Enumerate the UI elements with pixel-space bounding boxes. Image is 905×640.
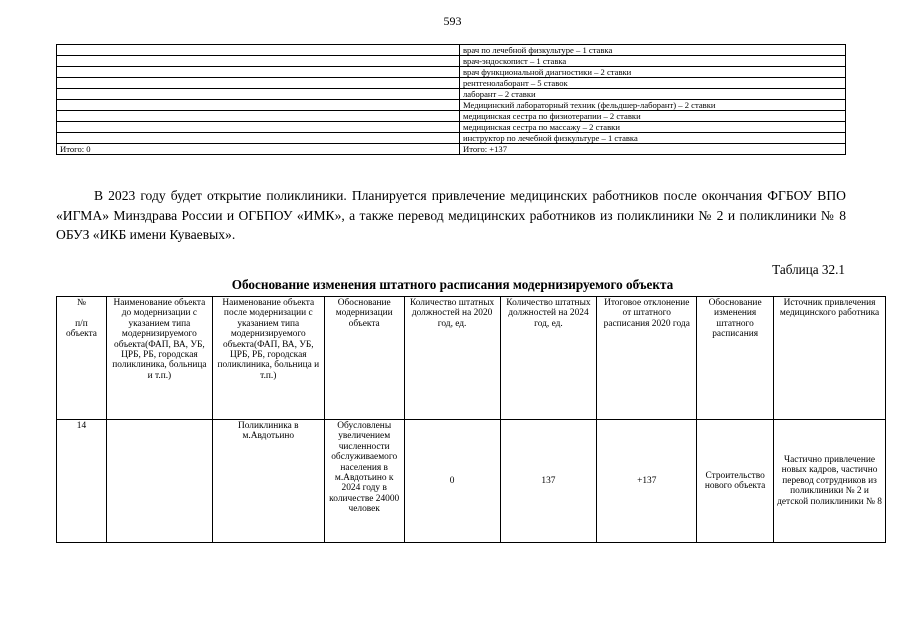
cell-number: 14 xyxy=(57,420,107,543)
table-cell xyxy=(57,100,460,111)
table-cell xyxy=(57,122,460,133)
table-row xyxy=(57,420,886,543)
column-header-number: № п/п объекта xyxy=(57,297,107,420)
column-header-justification: Обоснование модернизации объекта xyxy=(324,297,404,420)
table-cell xyxy=(57,111,460,122)
table-cell: врач-эндоскопист – 1 ставка xyxy=(460,56,846,67)
cell-count-2020: 0 xyxy=(404,420,500,543)
cell-change-reason: Строительство нового объекта xyxy=(697,420,774,543)
table-row xyxy=(57,89,846,100)
table-cell xyxy=(57,56,460,67)
table-cell: медицинская сестра по массажу – 2 ставки xyxy=(460,122,846,133)
table-title: Обоснование изменения штатного расписания модернизируемого объекта xyxy=(231,277,674,292)
table-row xyxy=(57,111,846,122)
table-cell xyxy=(57,78,460,89)
staff-list-table xyxy=(56,44,846,155)
column-header-count-2024: Количество штатных должностей на 2024 год, ед. xyxy=(500,297,597,420)
table-cell xyxy=(57,133,460,144)
cell-count-2024: 137 xyxy=(500,420,597,543)
table-row xyxy=(57,45,846,56)
table-row xyxy=(57,122,846,133)
cell-deviation: +137 xyxy=(597,420,697,543)
table-cell: медицинская сестра по физиотерапии – 2 ставки xyxy=(460,111,846,122)
cell-object-after: Поликлиника в м.Авдотьино xyxy=(212,420,324,543)
cell-source: Частично привлечение новых кадров, частично перевод сотрудников из поликлиники № 2 и детской поликлиники № 8 xyxy=(774,420,886,543)
cell-justification: Обусловлены увеличением численности обслуживаемого населения в м.Авдотьино к 2024 году в количестве 24000 человек xyxy=(324,420,404,543)
table-row xyxy=(57,67,846,78)
table-row xyxy=(57,78,846,89)
total-right-cell: Итого: +137 xyxy=(460,144,846,155)
column-header-object-after: Наименование объекта после модернизации с указанием типа модернизируемого объекта(ФАП, ВА, УБ, ЦРБ, РБ, городская поликлиника, больница и т.п.) xyxy=(212,297,324,420)
page-number: 593 xyxy=(443,14,462,28)
total-left-cell: Итого: 0 xyxy=(57,144,460,155)
cell-object-before xyxy=(106,420,212,543)
table-cell: рентгенолаборант – 5 ставок xyxy=(460,78,846,89)
header-row xyxy=(57,297,886,420)
table-cell xyxy=(57,89,460,100)
column-header-deviation: Итоговое отклонение от штатного расписания 2020 года xyxy=(597,297,697,420)
column-header-source: Источник привлечения медицинского работника xyxy=(774,297,886,420)
table-cell: врач по лечебной физкультуре – 1 ставка xyxy=(460,45,846,56)
table-row xyxy=(57,133,846,144)
column-header-object-before: Наименование объекта до модернизации с указанием типа модернизируемого объекта(ФАП, ВА, УБ, ЦРБ, РБ, городская поликлиника, больница и т.п.) xyxy=(106,297,212,420)
table-cell: Медицинский лабораторный техник (фельдшер-лаборант) – 2 ставки xyxy=(460,100,846,111)
table-cell: инструктор по лечебной физкультуре – 1 ставка xyxy=(460,133,846,144)
body-paragraph: В 2023 году будет открытие поликлиники. Планируется привлечение медицинских работников после окончания ФГБОУ ВПО «ИГМА» Минздрава России и ОГБПОУ «ИМК», а также перевод медицинских работников из поликлиники № 2 и поликлиники № 8 ОБУЗ «ИКБ имени Куваевых». xyxy=(56,188,846,242)
total-row xyxy=(57,144,846,155)
table-row xyxy=(57,56,846,67)
column-header-change-reason: Обоснование изменения штатного расписания xyxy=(697,297,774,420)
staffing-justification-table xyxy=(56,296,886,543)
table-cell: врач функциональной диагностики – 2 ставки xyxy=(460,67,846,78)
table-cell: лаборант – 2 ставки xyxy=(460,89,846,100)
table-cell xyxy=(57,67,460,78)
table-cell xyxy=(57,45,460,56)
table-row xyxy=(57,100,846,111)
column-header-count-2020: Количество штатных должностей на 2020 год, ед. xyxy=(404,297,500,420)
table-caption: Таблица 32.1 xyxy=(772,262,845,277)
